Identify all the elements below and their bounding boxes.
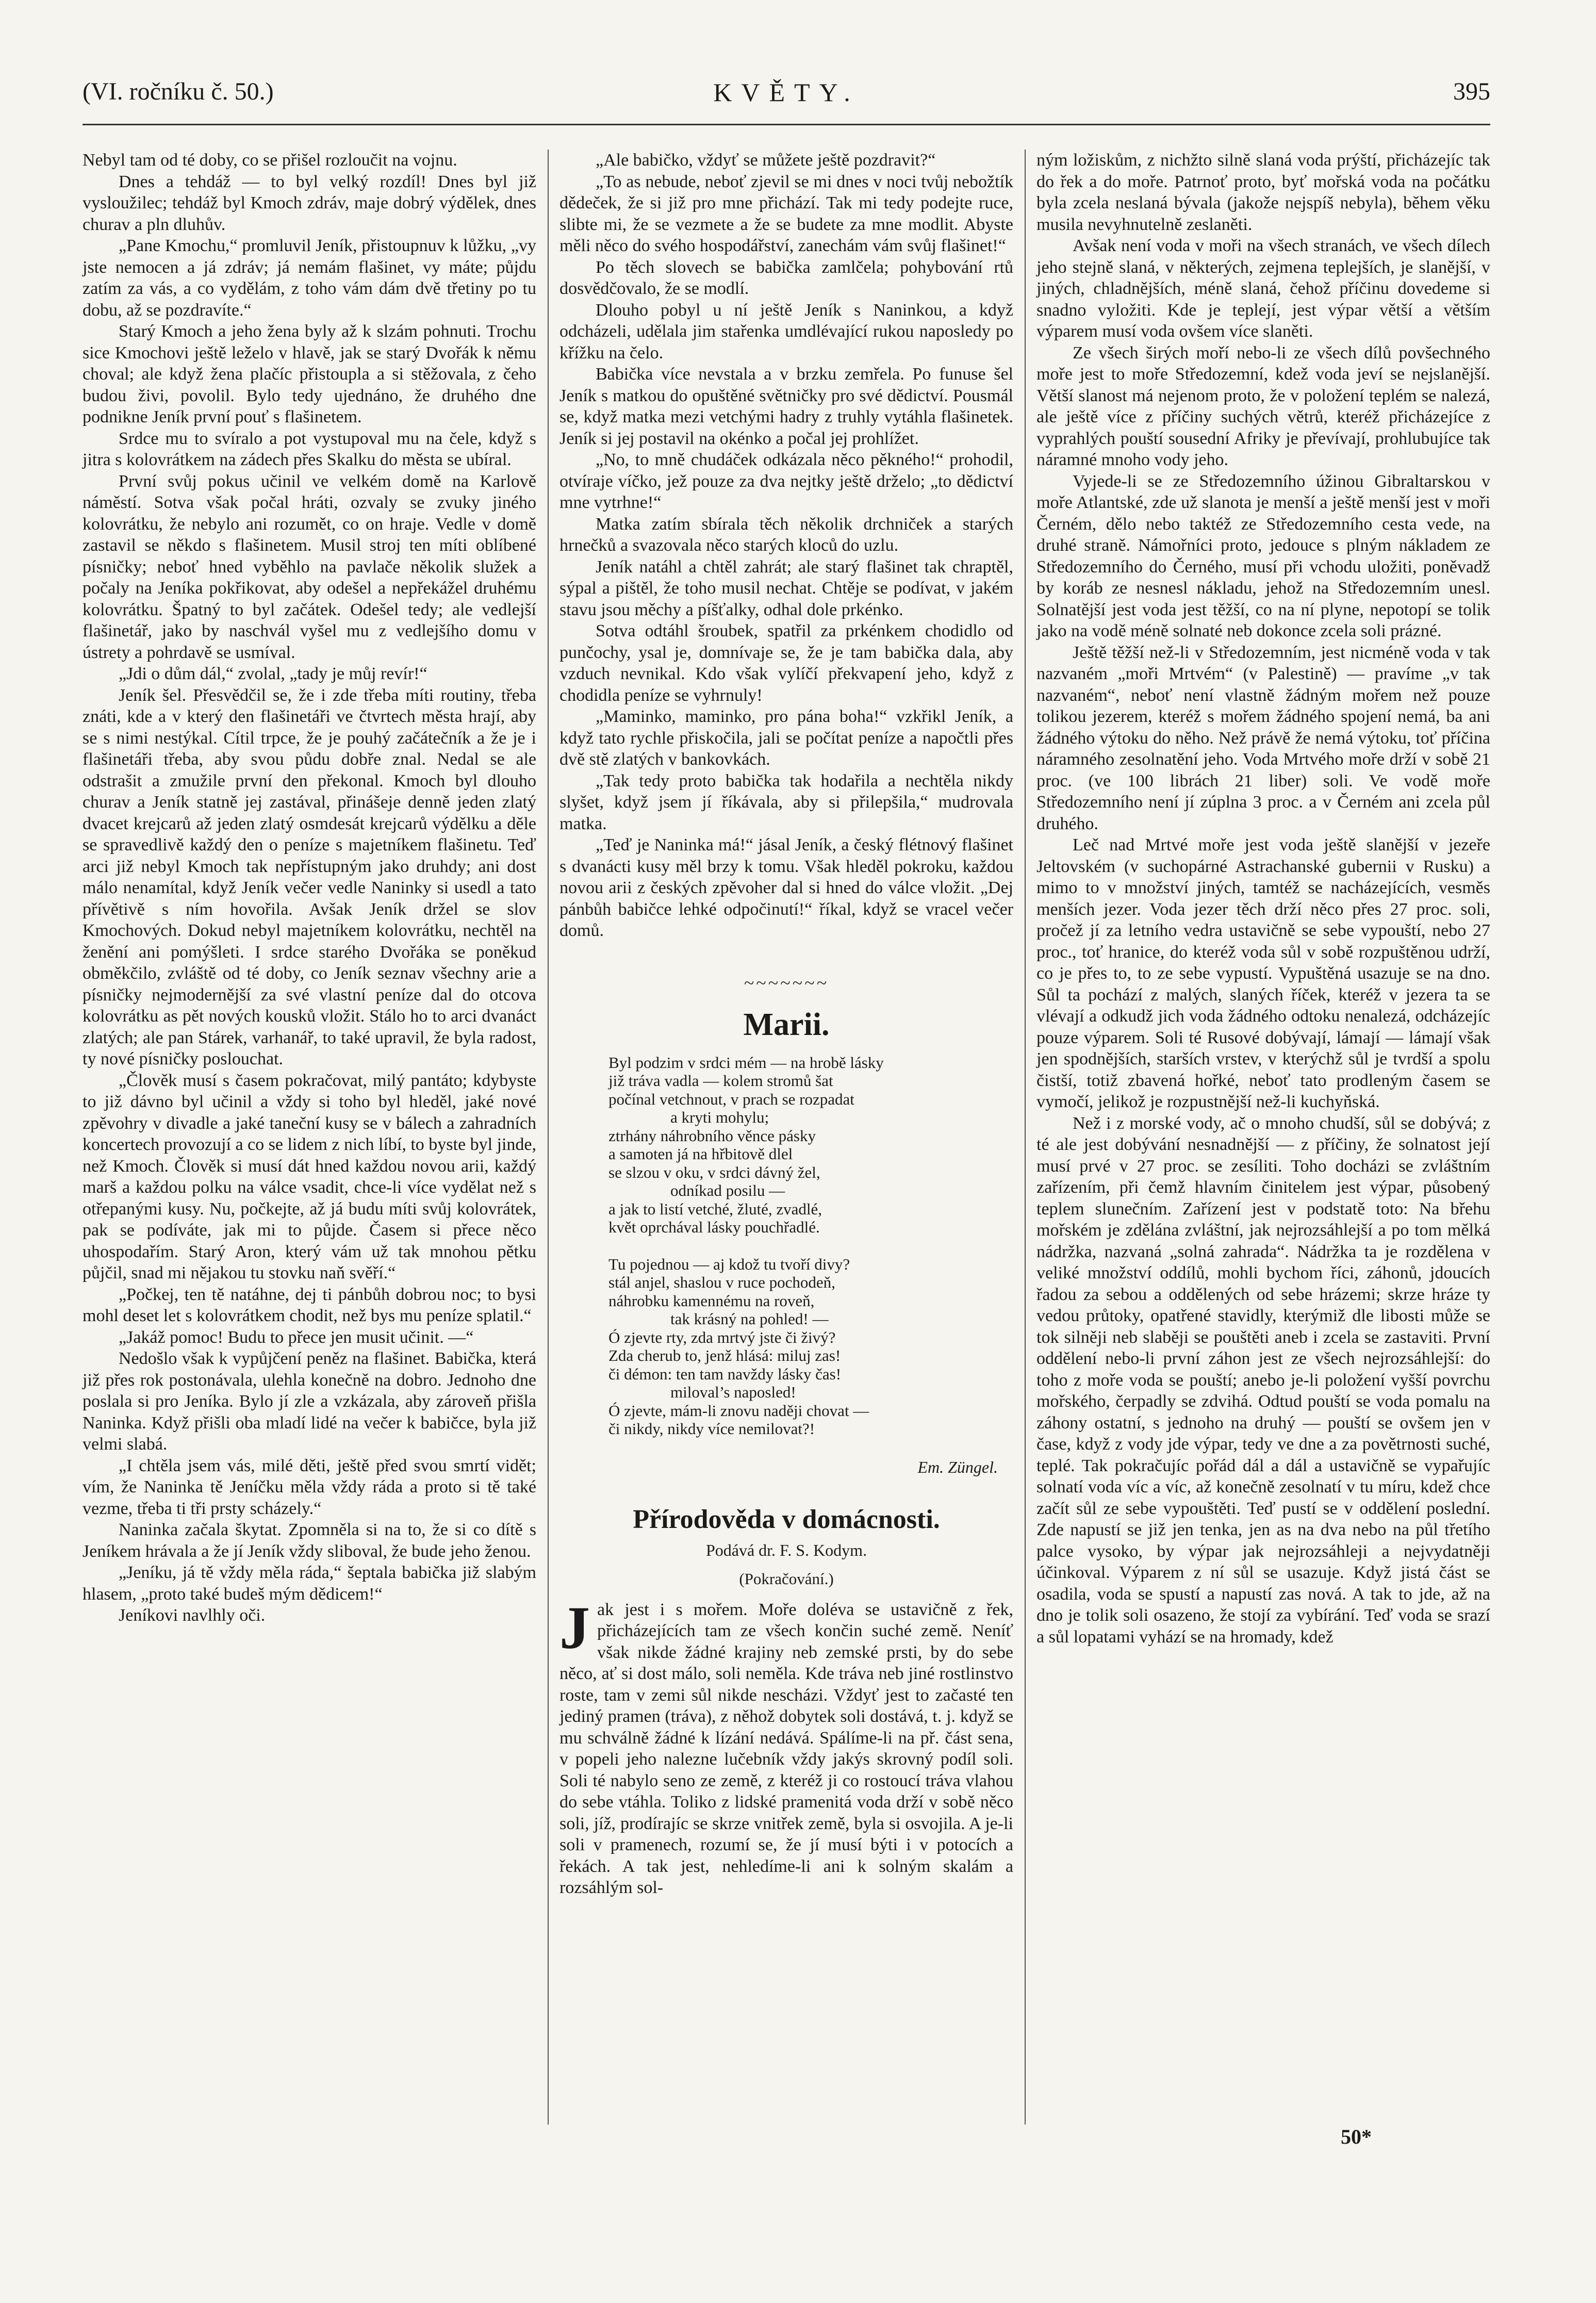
paragraph: Starý Kmoch a jeho žena byly až k slzám pohnuti. Trochu sice Kmochovi ještě leželo v hlavě, jak se starý Dvořák k němu choval; ale když žena plačíc přistoupla a si stěžovala, z čeho budou živi, povolil. Bylo tedy ujednáno, že druhého dne podnikne Jeník první pouť s flašinetem. [83, 322, 536, 426]
poem-line: a jak to listí vetché, žluté, zvadlé, [608, 1199, 822, 1218]
poem [608, 1054, 1013, 1438]
paragraph: Než i z morské vody, ač o mnoho chudší, sůl se dobývá; z té ale jest dobývání nesnadnější — z příčiny, že solnatost její musí prvé v 27 proc. se zesíliti. Toho docházi se zvláštním zařízením, při čemž hlavním činitelem jest výpar, působený teplem slunečním. Zařízení jest v podstatě toto: Na břehu mořském je zdělána zvláštní, jak nejrozsáhlejší a po tom mělká nádržka, nazvaná „solná zahrada“. Nádržka ta je rozdělena v veliké množství oddílů, mohli bychom říci, záhonů, jdoucích řadou za sebou a oddělených od sebe hrázemi; skrze hráze ty vedou průtoky, opatřené stavidly, kterýmiž dle libosti může se tok silněji neb slaběji se pouštěti aneb i zcela se zastaviti. První oddělení nebo-li první záhon jest ze všech nejrozsáhlejší: do toho z moře voda se pouští; anebo je-li položení vyšší povrchu mořského, čerpadly se zdvihá. Odtud pouští se voda pomalu na záhony ostatní, s jednoho na druhý — pouští se ovšem jen v čase, když z vody jde výpar, tedy ve dne a za povětrnosti suché, teplé. Tak pokračujíc pořád dál a dál a ustavičně se vypařujíc solnatí voda víc a víc, až konečně zesolnatí v tu míru, kdež chce začít sůl ze sebe vypouštěti. Teď pustí se v oddělení poslední. Zde napustí se již jen tenka, jen as na dva nebo na půl třetího palce vysoko, by výpar jak nejrozsáhleji a nejvydatněji účinkoval. Výparem z ní sůl se usazuje. Když jistá část se osadila, voda se spustí a napustí zas nová. A tak to jde, až na dno je tolik soli osazeno, že stojí za vybírání. Teď voda se srazí a sůl lopatami vyhází se na hromady, kdež [1036, 1113, 1490, 1647]
poem-line: Zda cherub to, jenž hlásá: miluj zas! [608, 1346, 841, 1364]
paragraph: Ze všech širých moří nebo-li ze všech dílů povšechného moře jest to moře Středozemní, kdež voda jeví se nejslanější. Větší slanost má nejenom proto, že v položení teplém se nalezá, ale ještě více z příčiny suchých větrů, kteréž přicházejíce z vyprahlých pouští sousední Afriky je převívají, prohlubujíce tak náramné mnoho vody jeho. [1036, 343, 1490, 469]
poem-line: ztrhány náhrobního věnce pásky [608, 1126, 816, 1145]
section-ornament: ~~~~~~~ [744, 972, 829, 993]
paragraph: Matka zatím sbírala těch několik drchniček a starých hrnečků a svazovala něco starých kloců do uzlu. [560, 514, 1013, 555]
paragraph: „Jeníku, já tě vždy měla ráda,“ šeptala babička již slabým hlasem, „proto také budeš mým dědicem!“ [83, 1563, 536, 1604]
poem-line: tak krásný na pohled! — [670, 1310, 829, 1328]
poem-line: stál anjel, shaslou v ruce pochodeň, [608, 1273, 835, 1291]
paragraph: První svůj pokus učinil ve velkém domě na Karlově náměstí. Sotva však počal hráti, ozvaly se zvuky jiného kolovrátku, že nebylo ani rozumět, co on hraje. Vedle v domě zastavil se někdo s flašinetem. Musil stroj ten míti oblíbené písničky; neboť hned vyběhlo na pavlače několik služek a počaly na Jeníka pokřikovat, aby odešel a nepřekážel druhému kolovrátku. Špatný to byl začátek. Odešel tedy; ale vedlejší flašinetář, jako by naschvál vyšel mu z vedlejšího domu v ústrety a pohrdavě se usmíval. [83, 471, 536, 662]
poem-line: či démon: ten tam navždy lásky čas! [608, 1364, 842, 1383]
poem-line: Tu pojednou — aj kdož tu tvoří divy? [608, 1255, 850, 1273]
paragraph: Ještě těžší než-li v Středozemním, jest nicméně voda v tak nazvaném „moři Mrtvém“ (v Palestině) — pravíme „v tak nazvaném“, neboť není vlastně žádným mořem než pouze tolikou jezerem, kteréž s mořem žádného spojení nemá, ba ani žádného výtoku do něho. Než právě že nemá výtoku, toť příčina náramného zesolnatění jeho. Voda Mrtvého moře drží v sobě 21 proc. (ve 100 librách 21 liber) soli. Ve vodě moře Středozemního není jí zúplna 3 proc. a v Černém ani zcela půl druhého. [1036, 643, 1490, 833]
paragraph: Leč nad Mrtvé moře jest voda ještě slanější v jezeře Jeltovském (v suchopárné Astrachanské gubernii v Rusku) a mimo to v množství jiných, tamtéž se nacházejících, vesměs menších jezer. Voda jezer těch drží něco přes 27 proc. soli, pročež jí za letního vedra ustavičně se sebe vypouští, nebo 27 proc., toť hranice, do kteréž voda sůl v sobě rozpuštěnou udrží, co je přes to, to ze sebe vypustí. Vypuštěná usazuje se na dno. Sůl ta pochází z malých, slaných říček, kteréž v jezera ta se vlévají a odkudž jich voda žádného odtoku nenalezá, odcházejíc pouze výparem. Soli té Rusové dobývají, lámají — lámají však jen spodnějších, starších vrstev, v kterýchž sůl je tvrdší a spolu čistší, totiž zbavená hořké, neboť tato prodleným časem se vymočí, jelikož je rozpustnější než-li kuchyňská. [1036, 835, 1490, 1111]
poem-line: květ oprchával lásky pouchřadlé. [608, 1218, 820, 1236]
article-byline: Podává dr. F. S. Kodym. [705, 1540, 867, 1559]
paragraph: „Pane Kmochu,“ promluvil Jeník, přistoupnuv k lůžku, „vy jste nemocen a já zdráv; já nemám flašinet, vy máte; půjdu zatím za vás, a co vydělám, z toho vám dám dvě třetiny po tu dobu, až se pozdravíte.“ [83, 236, 536, 320]
poem-line: Ó zjevte, mám-li znovu naději chovat — [608, 1401, 869, 1420]
continued-note: (Pokračování.) [739, 1570, 834, 1588]
page-number: 395 [1453, 78, 1490, 105]
paragraph: „To as nebude, neboť zjevil se mi dnes v noci tvůj nebožtík dědeček, že si již pro mne přichází. Tak mi tedy podejte ruce, slibte mi, že se vezmete a že se budete za mne modlit. Abyste měli něco do svého hospodářství, zanechám vám svůj flašinet!“ [560, 172, 1013, 255]
article-text: ak jest i s mořem. Moře doléva se ustavičně z řek, přicházejících tam ze všech končin suché země. Neníť však nikde žádné krajiny neb zemské prsti, by do sebe něco, ať si dost málo, soli neměla. Kde tráva neb jiné rostlinstvo roste, tam v zemi sůl nikde nescházi. Vždyť jest to začasté ten jediný pramen (tráva), z něhož dobytek soli dostává, t. j. když se mu schválně žádné k lízání nedává. Spálíme-li na př. část sena, v popeli jeho nalezne lučebník vždy jakýs skrovný podíl soli. Soli té nabylo seno ze země, z kteréž ji co rostoucí tráva vlahou do sebe vtáhla. Toliko z lidské pramenitá voda drží v sobě něco soli, jíž, prodírajíc se skrze vnitřek země, byla si osvojila. A je-li soli v pramenech, rozumí se, že jí musí býti i v potocích a řekách. A tak jest, nehledíme-li ani k solným skalám a rozsáhlým sol- [560, 1600, 1013, 1897]
poem-stanza-2 [608, 1255, 1013, 1438]
paragraph: Po těch slovech se babička zamlčela; pohybování rtů dosvědčovalo, že se modlí. [560, 257, 1013, 298]
paragraph: Jeník šel. Přesvědčil se, že i zde třeba míti routiny, třeba znáti, kde a v který den flašinetáři ve čtvrtech města hrají, aby se s nimi nestýkal. Cítil trpce, že je pouhý začátečník a že je i flašinetáři třeba, aby svou půdu dobře znal. Nedal se ale odstrašit a zmužile první den překonal. Kmoch byl dlouho churav a Jeník statně jej zastával, přinášeje denně jeden zlatý dvacet krejcarů až jeden zlatý osmdesát krejcarů výdělku a děle se spravedlivě každý den o peníze s majetníkem flašinetu. Teď arci již nebyl Kmoch tak nepřístupným jako druhdy; ani dost málo nenamítal, když Jeník večer vedle Naninky si usedl a tato přívětivě s ním hovořila. Avšak Jeník držel se slov Kmochových. Dokud nebyl majetníkem kolovrátku, nechtěl na ženění ani pomýšleti. I srdce starého Dvořáka se poněkud obměkčilo, zvláště od té doby, co Jeník seznav všechny arie a písničky nejmodernější za své vlastní peníze dal do otcova kolovrátku as pět nových kousků vložit. Stálo ho to arci dvanáct zlatých; ale pan Stárek, varhanář, to také upravil, že byla radost, ty nové písničky poslouchat. [83, 685, 536, 1068]
column-3 [1036, 150, 1490, 1648]
header-rule [83, 124, 1490, 125]
paragraph: Nedošlo však k vypůjčení peněz na flašinet. Babička, která již přes rok postonávala, ulehla konečně na dobro. Jednoho dne poslala si pro Jeníka. Bylo jí zle a vzkázala, aby zároveň přišla Naninka. Když přišli oba mladí lidé na večer k babičce, byla již velmi slabá. [83, 1349, 536, 1454]
poem-line: počínal vetchnout, v prach se rozpadat [608, 1090, 854, 1108]
poem-line: již tráva vadla — kolem stromů šat [608, 1072, 833, 1090]
article-title: Přírodověda v domácnosti. [633, 1505, 940, 1534]
poem-line: Ó zjevte rty, zda mrtvý jste či živý? [608, 1328, 836, 1346]
paragraph: Jeník natáhl a chtěl zahrát; ale starý flašinet tak chraptěl, sýpal a pištěl, že toho musil nechat. Chtěje se podívat, v jakém stavu jsou měchy a píšťalky, odhal dole prkénko. [560, 557, 1013, 619]
poem-line: a samoten já na hřbitově dlel [608, 1145, 793, 1163]
paragraph: Dlouho pobyl u ní ještě Jeník s Naninkou, a když odcházeli, udělala jim stařenka umdlévající rukou naposledy po křížku na čelo. [560, 300, 1013, 363]
poem-line: odníkad posilu — [670, 1181, 785, 1199]
paragraph: Srdce mu to svíralo a pot vystupoval mu na čele, když s jitra s kolovrátkem na zádech přes Skalku do města se ubíral. [83, 429, 536, 469]
paragraph: Dnes a tehdáž — to byl velký rozdíl! Dnes byl již vysloužilec; tehdáž byl Kmoch zdráv, maje dobrý výdělek, dnes churav a pln dluhův. [83, 172, 536, 234]
paragraph: Babička více nevstala a v brzku zemřela. Po funuse šel Jeník s matkou do opuštěné světničky pro své dědictví. Pousmál se, když matka mezi vetchými hadry z truhly vytáhla flašinetek. Jeník si jej postavil na okénko a počal jej prohlížet. [560, 365, 1013, 448]
drop-cap: J [560, 1593, 590, 1662]
poem-line: či nikdy, nikdy více nemilovat?! [608, 1420, 815, 1438]
paragraph: „Jakáž pomoc! Budu to přece jen musit učinit. —“ [119, 1327, 474, 1347]
paragraph: „Člověk musí s časem pokračovat, milý pantáto; kdybyste to již dávno byl učinil a vždy si toho byl hleděl, jaké nové zpěvohry v divadle a jaké taneční kusy se v bálech a zahradních koncertech provozují a co se lidem z nich líbí, to byste byl jinde, než Kmoch. Člověk si musí dát hned každou novou arii, každý marš a každou polku na válce vsadit, chce-li více vydělat než s otřepanými kusy. Nu, počkejte, až já budu míti svůj kolovrátek, pak se podíváte, jak mi to půjde. Časem si přece něco uhospodařím. Starý Aron, který vám už tak mnohou pětku půjčil, snad mi nějakou tu stovku naň svěří.“ [83, 1071, 536, 1282]
poem-line: Byl podzim v srdci mém — na hrobě lásky [608, 1053, 884, 1072]
poem-author: Em. Züngel. [917, 1457, 998, 1476]
poem-title: Marii. [743, 1007, 830, 1042]
column-1 [83, 150, 536, 1626]
sheet-signature: 50* [1341, 2125, 1372, 2148]
paragraph: „No, to mně chudáček odkázala něco pěkného!“ prohodil, otvíraje víčko, jež pouze za dva nejtky ještě drželo; „to dědictví mne vytrhne!“ [560, 450, 1013, 512]
page-header [83, 77, 1490, 119]
paragraph: Vyjede-li se ze Středozemního úžinou Gibraltarskou v moře Atlantské, zde už slanota je menší a ještě menší jest v moři Černém, dělo nebo taktéž ze Středozemního cesta vede, na druhé straně. Námořníci proto, jedouce s plným nákladem ze Středozemního do Černého, musí při vchodu uložiti, poněvadž by koráb ze nesnesl nákladu, jehož na Středozemním unesl. Solnatější jest voda jest těžší, co na ní plyne, nepotopí se tolik jako na vodě méně solnaté neb dokonce zcela soli prázné. [1036, 471, 1490, 640]
column-divider-2 [1025, 150, 1026, 2125]
paragraph: Jeníkovi navlhly oči. [119, 1606, 266, 1625]
journal-title: KVĚTY. [713, 78, 860, 107]
paragraph: ným ložiskům, z nichžto silně slaná voda prýští, přicházejíc tak do řek a do moře. Patrnoť proto, byť mořská voda na počátku byla zcela neslaná bývala (jakože nejspíš nebyla), během věku musila nevyhnutelně zeslaněti. [1036, 151, 1490, 234]
paragraph: Naninka začala škytat. Zpomněla si na to, že si co dítě s Jeníkem hrávala a že jí Jeník vždy sliboval, že bude jeho ženou. [83, 1520, 536, 1561]
paragraph: Nebyl tam od té doby, co se přišel rozloučit na vojnu. [83, 151, 457, 170]
paragraph: „Ale babičko, vždyť se můžete ještě pozdravit?“ [596, 151, 936, 170]
column-2 [560, 150, 1013, 1899]
paragraph: „Jdi o dům dál,“ zvolal, „tady je můj revír!“ [119, 664, 427, 683]
poem-stanza-1 [608, 1054, 1013, 1237]
paragraph [560, 1593, 1013, 1899]
paragraph: „Tak tedy proto babička tak hodařila a nechtěla nikdy slyšet, když jsem jí říkávala, aby si přilepšila,“ mudrovala matka. [560, 771, 1013, 833]
paragraph: „Teď je Naninka má!“ jásal Jeník, a český flétnový flašinet s dvanácti kusy měl brzy k tomu. Však hleděl pokroku, každou novou arii z českých zpěvoher dal si hned do válce vložit. „Dej pánbůh babičce lehké odpočinutí!“ říkal, když se vracel večer domů. [560, 835, 1013, 940]
paragraph: „Počkej, ten tě natáhne, dej ti pánbůh dobrou noc; to bysi mohl deset let s kolovrátkem chodit, než bys mu peníze splatil.“ [83, 1285, 536, 1325]
poem-line: náhrobku kamennému na roveň, [608, 1291, 815, 1310]
paragraph: Avšak není voda v moři na všech stranách, ve všech dílech jeho stejně slaná, v některých, zejmena teplejších, je slanější, v jiných, chladnějších, méně slaná, čehož příčinu dovedeme si snadno vyložiti. Kde je teplejí, jest výpar větší a větším výparem musí voda ovšem více slaněti. [1036, 236, 1490, 341]
column-divider-1 [548, 150, 549, 2125]
paragraph: Sotva odtáhl šroubek, spatřil za prkénkem chodidlo od punčochy, ysal je, domnívaje se, že je tam babička dala, aby vzduch nevnikal. Kdo však vylíčí překvapení jeho, když z chodidla peníze se vyhrnuly! [560, 621, 1013, 705]
issue-label: (VI. ročníku č. 50.) [83, 78, 274, 105]
poem-line: a kryti mohylu; [670, 1108, 769, 1126]
poem-line: se slzou v oku, v srdci dávný žel, [608, 1163, 820, 1181]
paragraph: „I chtěla jsem vás, milé děti, ještě před svou smrtí vidět; vím, že Naninka tě Jeníčku měla vždy ráda a proto si tě také vezme, třeba ti tři prsty scházely.“ [83, 1456, 536, 1518]
paragraph: „Maminko, maminko, pro pána boha!“ vzkřikl Jeník, a když tato rychle přiskočila, jali se počítat peníze a napočtli přes dvě stě zlatých v bankovkách. [560, 707, 1013, 769]
poem-line: miloval’s naposled! [670, 1383, 796, 1401]
